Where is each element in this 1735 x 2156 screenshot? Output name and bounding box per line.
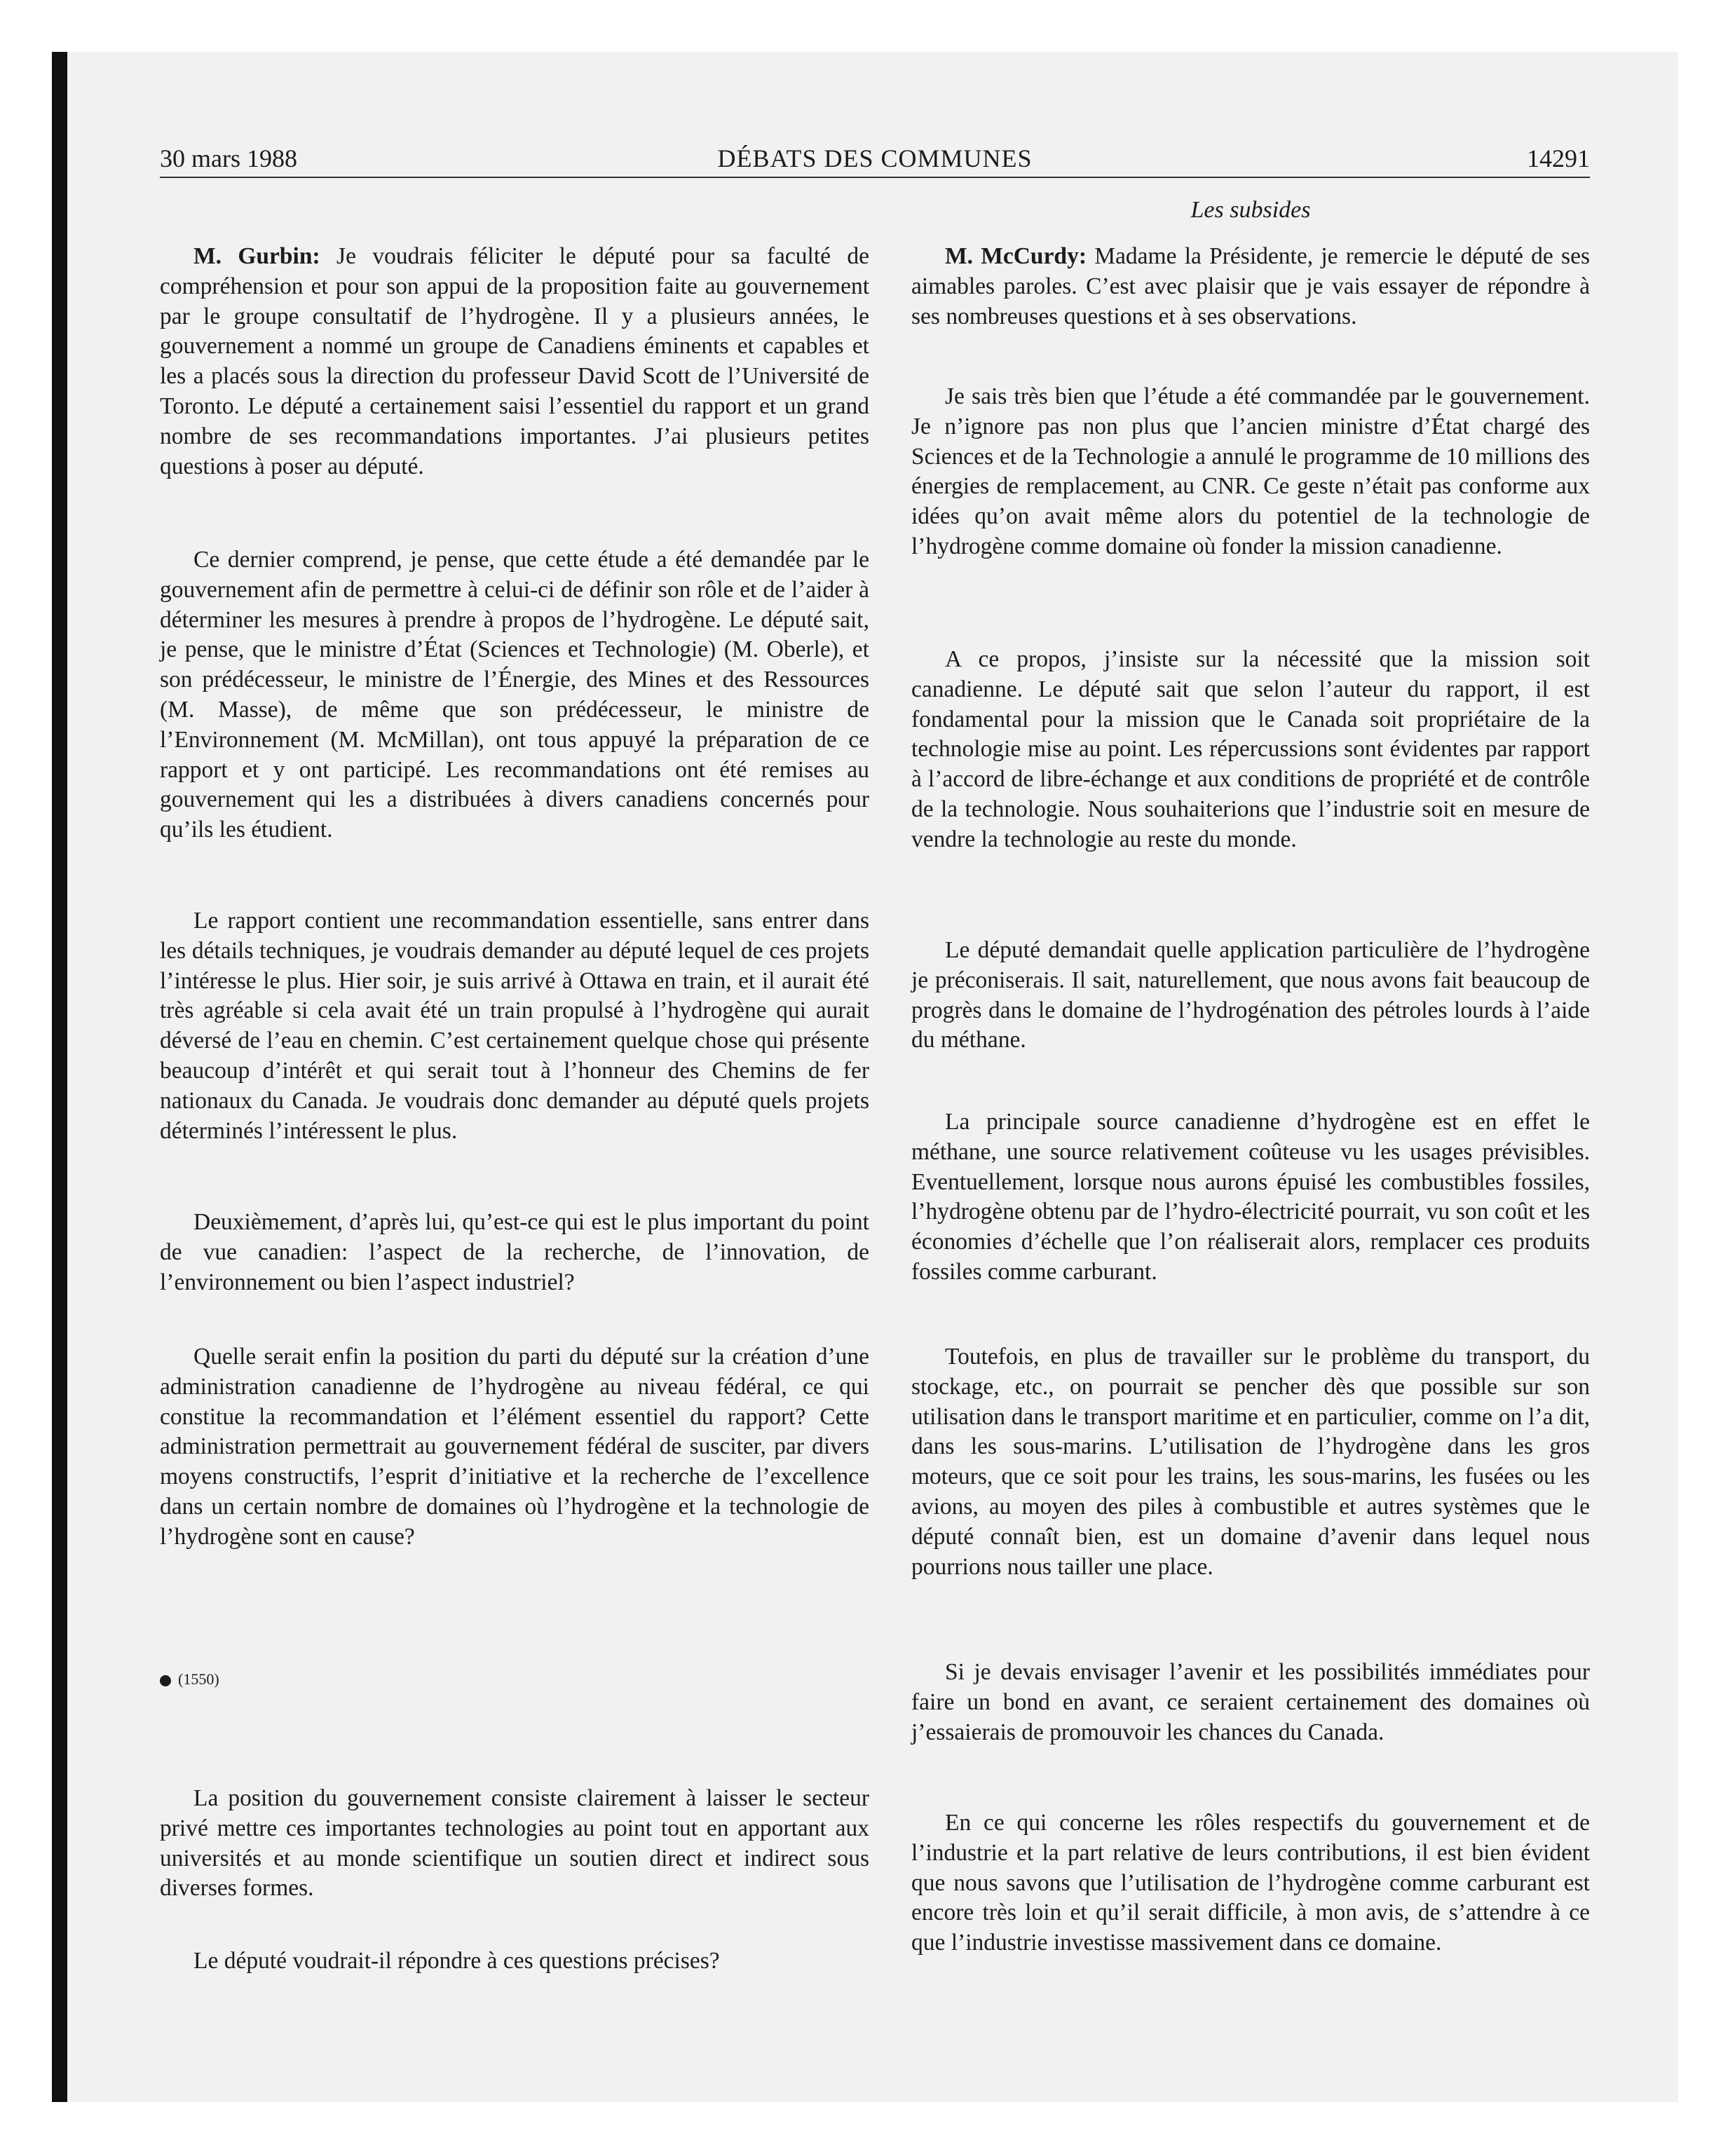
section-heading: Les subsides <box>1190 197 1311 223</box>
scan-edge <box>52 52 67 2102</box>
right-paragraph-3: A ce propos, j’insiste sur la nécessité que la mission soit canadienne. Le député sait que selon l’auteur du rapport, il est fondamental pour la mission que le Canada soit propriétaire de la technologie mise au point. Les répercussions sont évidentes par rapport à l’accord de libre-échange et aux conditions de propriété et de contrôle de la technologie. Nous souhaiterions que l’industrie soit en mesure de vendre la technologie au reste du monde. <box>911 646 1590 852</box>
left-paragraph-4: Deuxièmement, d’après lui, qu’est-ce qui est le plus important du point de vue canadien: l’aspect de la recherche, de l’innovation, de l’environnement ou bien l’aspect industriel? <box>160 1209 869 1295</box>
time-marker <box>160 1665 219 1693</box>
left-paragraph-3: Le rapport contient une recommandation essentielle, sans entrer dans les détails techniques, je voudrais demander au député lequel de ces projets l’intéresse le plus. Hier soir, je suis arrivé à Ottawa en train, et il aurait été très agréable si cela avait été un train propulsé à l’hydrogène qui aurait déversé de l’eau en chemin. C’est certainement quelque chose qui présente beaucoup d’intérêt et qui serait tout à l’honneur des Chemins de fer nationaux du Canada. Je voudrais donc demander au député quels projets déterminés l’intéressent le plus. <box>160 908 869 1144</box>
time-marker-text: (1550) <box>178 1670 219 1688</box>
speaker-name: M. McCurdy: <box>945 243 1087 269</box>
right-paragraph-7: Si je devais envisager l’avenir et les possibilités immédiates pour faire un bond en avant, ce seraient certainement des domaines où j’essaierais de promouvoir les chances du Canada. <box>911 1659 1590 1745</box>
speaker-name: M. Gurbin: <box>193 243 320 269</box>
running-header <box>160 140 1590 177</box>
left-paragraph-1 <box>160 242 869 482</box>
right-paragraph-2: Je sais très bien que l’étude a été commandée par le gouvernement. Je n’ignore pas non plus que l’ancien ministre d’État chargé des Sciences et de la Technologie a annulé le programme de 10 millions des énergies de remplacement, au CNR. Ce geste n’était pas conforme aux idées qu’on avait même alors du potentiel de la technologie de l’hydrogène comme domaine où fonder la mission canadienne. <box>911 383 1590 559</box>
header-page-number: 14291 <box>1527 144 1590 172</box>
left-paragraph-6: La position du gouvernement consiste clairement à laisser le secteur privé mettre ces importantes technologies au point tout en apportant aux universités et au monde scientifique un soutien direct et indirect sous diverses formes. <box>160 1785 869 1902</box>
left-paragraph-5: Quelle serait enfin la position du parti du député sur la création d’une administration canadienne de l’hydrogène au niveau fédéral, ce qui constitue la recommandation et l’élément essentiel du rapport? Cette administration permettrait au gouvernement fédéral de susciter, par divers moyens constructifs, l’esprit d’initiative et la recherche de l’excellence dans un certain nombre de domaines où l’hydrogène et la technologie de l’hydrogène sont en cause? <box>160 1344 869 1550</box>
right-paragraph-4: Le député demandait quelle application particulière de l’hydrogène je préconiserais. Il sait, naturellement, que nous avons fait beaucoup de progrès dans le domaine de l’hydrogénation des pétroles lourds à l’aide du méthane. <box>911 937 1590 1053</box>
paragraph-text: Je voudrais féliciter le député pour sa faculté de compréhension et pour son appui de la proposition faite au gouvernement par le groupe consultatif de l’hydrogène. Il y a plusieurs années, le gouvernement a nommé un groupe de Canadiens éminents et capables et les a placés sous la direction du professeur David Scott de l’Université de Toronto. Le député a certainement saisi l’essentiel du rapport et un grand nombre de ses recommandations importantes. J’ai plusieurs petites questions à poser au député. <box>160 243 869 479</box>
paragraph-text: Madame la Présidente, je remercie le député de ses aimables paroles. C’est avec plaisir que je vais essayer de répondre à ses nombreuses questions et à ses observations. <box>911 243 1590 329</box>
header-title: DÉBATS DES COMMUNES <box>717 144 1033 172</box>
header-date: 30 mars 1988 <box>160 144 297 172</box>
right-paragraph-5: La principale source canadienne d’hydrogène est en effet le méthane, une source relativement coûteuse vu les usages prévisibles. Eventuellement, lorsque nous aurons épuisé les combustibles fossiles, l’hydrogène obtenu par de l’hydro-électricité pourrait, vu son coût et les économies d’échelle que l’on réaliserait alors, remplacer ces produits fossiles comme carburant. <box>911 1109 1590 1285</box>
left-paragraph-2: Ce dernier comprend, je pense, que cette étude a été demandée par le gouvernement afin de permettre à celui-ci de définir son rôle et de l’aider à déterminer les mesures à prendre à propos de l’hydrogène. Le député sait, je pense, que le ministre d’État (Sciences et Technologie) (M. Oberle), et son prédécesseur, le ministre de l’Énergie, des Mines et des Ressources (M. Masse), de même que son prédécesseur, le ministre de l’Environnement (M. McMillan), ont tous appuyé la préparation de ce rapport et y ont participé. Les recommandations ont été remises au gouvernement qui les a distribuées à divers canadiens concernés pour qu’ils les étudient. <box>160 547 869 843</box>
left-paragraph-7: Le député voudrait-il répondre à ces questions précises? <box>193 1948 720 1974</box>
right-paragraph-6: Toutefois, en plus de travailler sur le problème du transport, du stockage, etc., on pourrait se pencher dès que possible sur son utilisation dans le transport maritime et en particulier, comme on l’a dit, dans les sous-marins. L’utilisation de l’hydrogène dans les gros moteurs, que ce soit pour les trains, les sous-marins, les fusées ou les avions, au moyen des piles à combustible et autres systèmes que le député connaît bien, est un domaine d’avenir dans lequel nous pourrions nous tailler une place. <box>911 1344 1590 1580</box>
bullet-icon <box>160 1675 171 1686</box>
right-paragraph-1 <box>911 242 1590 332</box>
header-rule <box>160 177 1590 178</box>
right-paragraph-8: En ce qui concerne les rôles respectifs du gouvernement et de l’industrie et la part relative de leurs contributions, il est bien évident que nous savons que l’utilisation de l’hydrogène comme carburant est encore très loin et qu’il serait difficile, à mon avis, de s’attendre à ce que l’industrie investisse massivement dans ce domaine. <box>911 1810 1590 1956</box>
